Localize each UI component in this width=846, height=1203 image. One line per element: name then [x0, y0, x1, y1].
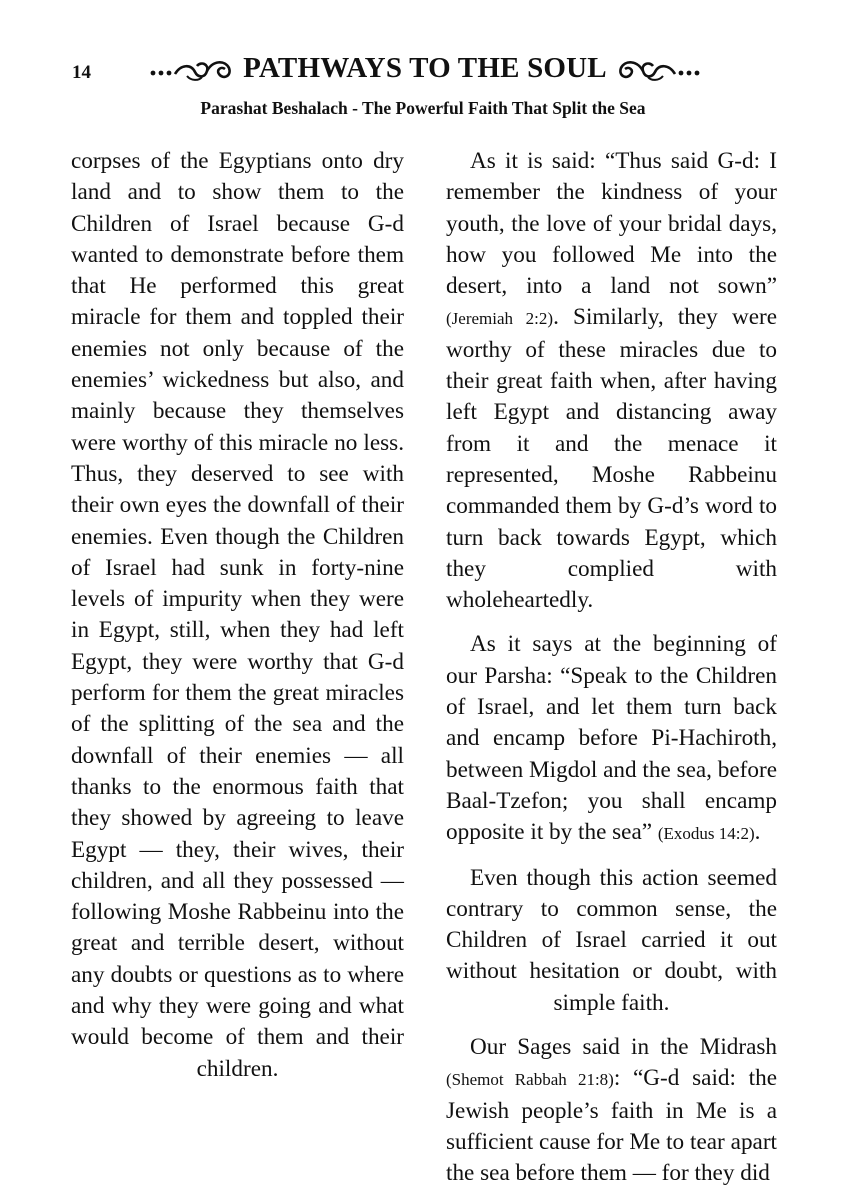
paragraph-text: : “G-d said: the Jewish people’s faith in Me is a sufficient cause for Me to tear apart the sea before them — for they did [446, 1065, 777, 1187]
paragraph-text: As it says at the beginning of our Parsha: “Speak to the Children of Israel, and let them turn back and encamp before Pi-Hachiroth, between Migdol and the sea, before Baal-Tzefon; you shall encamp opposite it by the sea” [446, 631, 777, 846]
page-number: 14 [72, 62, 91, 83]
paragraph-text: As it is said: “Thus said G-d: I remember the kindness of your youth, the love of your bridal days, how you followed Me into the desert, into a land not sown” [446, 148, 777, 300]
paragraph [446, 1032, 777, 1189]
right-ornament-icon [611, 54, 703, 84]
running-title [130, 52, 720, 85]
scripture-reference: (Shemot Rabbah 21:8) [446, 1070, 614, 1090]
left-column [71, 146, 404, 1085]
paragraph-text: . [754, 819, 761, 846]
paragraph [446, 629, 777, 849]
chapter-subtitle: Parashat Beshalach - The Powerful Faith That Split the Sea [200, 98, 646, 118]
scripture-reference: (Jeremiah 2:2) [446, 309, 554, 329]
paragraph-text: . Similarly, they were worthy of these miracles due to their great faith when, after having left Egypt and distancing away from it and the menace it represented, Moshe Rabbeinu commanded them by G-d’s word to turn back towards Egypt, which they complied with wholeheartedly. [446, 304, 778, 614]
scripture-reference: (Exodus 14:2) [657, 824, 755, 844]
paragraph: corpses of the Egyptians onto dry land and to show them to the Children of Israel because G-d wanted to demonstrate before them that He performed this great miracle for them and toppled their enemies not only because of the enemies’ wickedness but also, and mainly because they themselves were worthy of this miracle no less. Thus, they deserved to see with their own eyes the downfall of their enemies. Even though the Children of Israel had sunk in forty-nine levels of impurity when they were in Egypt, still, when they had left Egypt, they were worthy that G-d perform for them the great miracles of the splitting of the sea and the downfall of their enemies — all thanks to the enormous faith that they showed by agreeing to leave Egypt — they, their wives, their children, and all they possessed — following Moshe Rabbeinu into the great and terrible desert, without any doubts or questions as to where and why they were going and what would become of them and their children. [71, 148, 404, 1082]
book-title: PATHWAYS TO THE SOUL [243, 52, 607, 84]
right-column [446, 146, 777, 1203]
paragraph-text: Our Sages said in the Midrash [470, 1034, 777, 1061]
paragraph [446, 146, 777, 616]
left-ornament-icon [147, 54, 239, 84]
page-header [0, 48, 846, 98]
paragraph: Even though this action seemed contrary to common sense, the Children of Israel carried it out without hesitation or doubt, with simple faith. [446, 864, 777, 1016]
